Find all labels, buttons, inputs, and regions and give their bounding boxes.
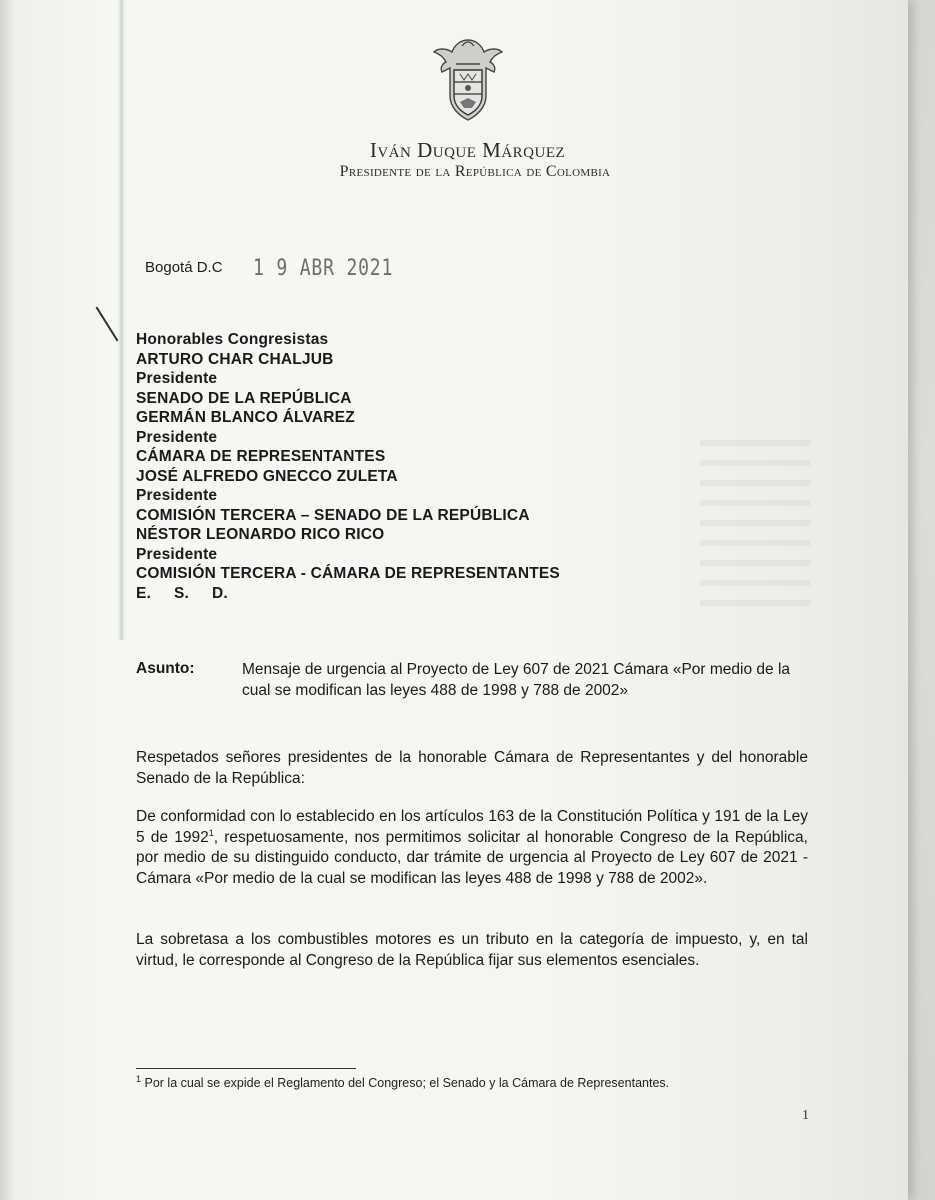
dateline-place: Bogotá D.C bbox=[145, 259, 223, 276]
paragraph-text: , respetuosamente, nos permitimos solicitar al honorable Congreso de la República, por medio de su distinguido conducto, dar trámite de urgencia al Proyecto de Ley 607 de 2021 - Cámara «Por medio de la cual se modifican las leyes 488 de 1998 y 788 de 2002». bbox=[136, 828, 808, 887]
esd-d: D. bbox=[212, 584, 228, 602]
esd-s: S. bbox=[174, 584, 190, 602]
recipient-line: ARTURO CHAR CHALJUB bbox=[136, 350, 334, 368]
recipient-line: Presidente bbox=[136, 545, 218, 563]
recipient-line: GERMÁN BLANCO ÁLVAREZ bbox=[136, 409, 355, 426]
greeting-paragraph: Respetados señores presidentes de la honorable Cámara de Representantes y del honorable Senado de la República: bbox=[136, 749, 808, 787]
recipients-block bbox=[136, 330, 560, 603]
recipient-line: Honorables Congresistas bbox=[136, 331, 329, 348]
recipient-line: NÉSTOR LEONARDO RICO RICO bbox=[136, 526, 385, 543]
footnote-ref: 1 bbox=[208, 827, 214, 838]
subject-label: Asunto: bbox=[136, 660, 195, 677]
recipient-line: Presidente bbox=[136, 370, 218, 387]
paragraph-text: De conformidad con lo establecido en los artículos 163 de la Constitución Política y 191 de la Ley 5 de 1992 bbox=[136, 808, 808, 846]
recipient-line: JOSÉ ALFREDO GNECCO ZULETA bbox=[136, 467, 398, 485]
recipient-line: CÁMARA DE REPRESENTANTES bbox=[136, 448, 386, 465]
sender-name: Iván Duque Márquez bbox=[369, 138, 566, 162]
page-number: 1 bbox=[802, 1108, 809, 1123]
body-paragraph-tax: La sobretasa a los combustibles motores es un tributo en la categoría de impuesto, y, en tal virtud, le corresponde al Congreso de la República fijar sus elementos esenciales. bbox=[136, 931, 808, 969]
show-through-text bbox=[700, 440, 810, 620]
recipient-line: Presidente bbox=[136, 487, 218, 504]
recipient-line: SENADO DE LA REPÚBLICA bbox=[136, 389, 352, 407]
recipient-line: COMISIÓN TERCERA – SENADO DE LA REPÚBLICA bbox=[136, 506, 530, 524]
sender-title: Presidente de la República de Colombia bbox=[339, 163, 611, 180]
esd-e: E. bbox=[136, 584, 152, 602]
pen-mark bbox=[96, 307, 119, 342]
body-paragraph-legal-basis bbox=[136, 807, 808, 889]
recipient-line: COMISIÓN TERCERA - CÁMARA DE REPRESENTANTES bbox=[136, 565, 560, 582]
footnote bbox=[136, 1073, 670, 1090]
page-fold-shadow bbox=[118, 0, 125, 640]
footnote-number: 1 bbox=[136, 1073, 142, 1084]
esd-line bbox=[136, 584, 560, 604]
coat-of-arms-icon bbox=[432, 36, 504, 122]
footnote-divider bbox=[136, 1068, 356, 1069]
date-stamp: 1 9 ABR 2021 bbox=[253, 256, 394, 281]
recipient-line: Presidente bbox=[136, 428, 218, 446]
footnote-text: Por la cual se expide el Reglamento del Congreso; el Senado y la Cámara de Representantes. bbox=[144, 1076, 670, 1090]
subject-text: Mensaje de urgencia al Proyecto de Ley 607 de 2021 Cámara «Por medio de la cual se modifican las leyes 488 de 1998 y 788 de 2002» bbox=[242, 661, 791, 699]
